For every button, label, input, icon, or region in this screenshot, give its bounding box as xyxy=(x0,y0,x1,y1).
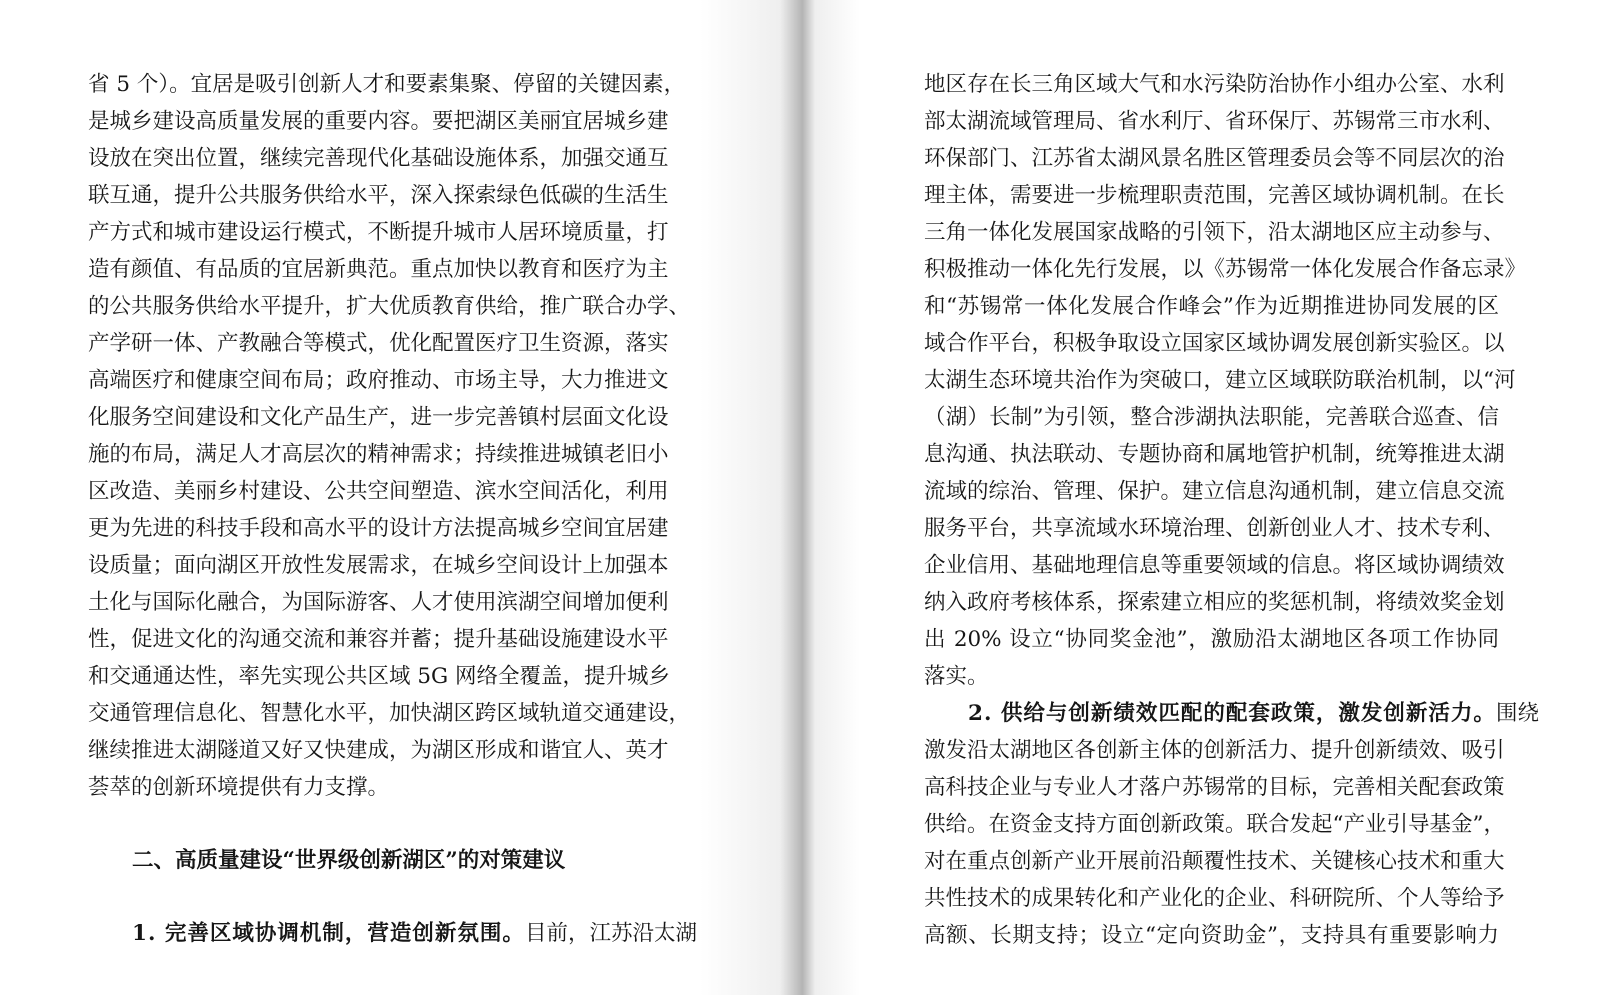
text-line: 共性技术的成果转化和产业化的企业、科研院所、个人等给予 xyxy=(924,886,1505,911)
text-line: 地区存在长三角区域大气和水污染防治协作小组办公室、水利 xyxy=(924,72,1505,97)
text-line: 对在重点创新产业开展前沿颠覆性技术、关键核心技术和重大 xyxy=(924,849,1505,874)
text-line: 部太湖流域管理局、省水利厅、省环保厅、苏锡常三市水利、 xyxy=(924,109,1505,134)
text-line: 服务平台，共享流域水环境治理、创新创业人才、技术专利、 xyxy=(924,516,1505,541)
numbered-item-2 xyxy=(924,695,1539,732)
section-heading: 二、高质量建设“世界级创新湖区”的对策建议 xyxy=(132,848,566,873)
text-line: 联互通，提升公共服务供给水平，深入探索绿色低碳的生活生 xyxy=(88,183,669,208)
text-line: 产学研一体、产教融合等模式，优化配置医疗卫生资源，落实 xyxy=(88,331,669,356)
item-1-title: 1. 完善区域协调机制，营造创新氛围。 xyxy=(132,921,525,946)
text-line: 土化与国际化融合，为国际游客、人才使用滨湖空间增加便利 xyxy=(88,590,669,615)
text-line: 纳入政府考核体系，探索建立相应的奖惩机制，将绩效奖金划 xyxy=(924,590,1505,615)
text-line: 设质量；面向湖区开放性发展需求，在城乡空间设计上加强本 xyxy=(88,553,669,578)
text-line: 企业信用、基础地理信息等重要领域的信息。将区域协调绩效 xyxy=(924,553,1505,578)
text-line: 的公共服务供给水平提升，扩大优质教育供给，推广联合办学、 xyxy=(88,294,691,319)
text-line: 太湖生态环境共治作为突破口，建立区域联防联治机制，以“河 xyxy=(924,368,1516,393)
text-line: 理主体，需要进一步梳理职责范围，完善区域协调机制。在长 xyxy=(924,183,1505,208)
text-line: （湖）长制”为引领，整合涉湖执法职能，完善联合巡查、信 xyxy=(924,405,1499,430)
item-1-text: 目前，江苏沿太湖 xyxy=(524,921,697,946)
right-page xyxy=(790,0,1600,995)
text-line: 高额、长期支持；设立“定向资助金”，支持具有重要影响力 xyxy=(924,923,1499,948)
text-line: 是城乡建设高质量发展的重要内容。要把湖区美丽宜居城乡建 xyxy=(88,109,669,134)
text-line: 出 20% 设立“协同奖金池”，激励沿太湖地区各项工作协同 xyxy=(924,627,1499,652)
left-page-text xyxy=(88,66,697,952)
left-page xyxy=(0,0,760,995)
text-line: 更为先进的科技手段和高水平的设计方法提高城乡空间宜居建 xyxy=(88,516,669,541)
text-line: 荟萃的创新环境提供有力支撑。 xyxy=(88,775,390,800)
text-line: 省 5 个）。宜居是吸引创新人才和要素集聚、停留的关键因素， xyxy=(88,72,686,97)
item-2-title: 2. 供给与创新绩效匹配的配套政策，激发创新活力。 xyxy=(968,701,1496,726)
text-line: 设放在突出位置，继续完善现代化基础设施体系，加强交通互 xyxy=(88,146,669,171)
right-page-text xyxy=(924,66,1539,954)
text-line: 环保部门、江苏省太湖风景名胜区管理委员会等不同层次的治 xyxy=(924,146,1505,171)
text-line: 性，促进文化的沟通交流和兼容并蓄；提升基础设施建设水平 xyxy=(88,627,669,652)
text-line: 高科技企业与专业人才落户苏锡常的目标，完善相关配套政策 xyxy=(924,775,1505,800)
text-line: 区改造、美丽乡村建设、公共空间塑造、滨水空间活化，利用 xyxy=(88,479,669,504)
text-line: 流域的综治、管理、保护。建立信息沟通机制，建立信息交流 xyxy=(924,479,1505,504)
numbered-item-1 xyxy=(88,915,697,952)
text-line: 和“苏锡常一体化发展合作峰会”作为近期推进协同发展的区 xyxy=(924,294,1499,319)
text-line: 积极推动一体化先行发展，以《苏锡常一体化发展合作备忘录》 xyxy=(924,257,1527,282)
text-line: 继续推进太湖隧道又好又快建成，为湖区形成和谐宜人、英才 xyxy=(88,738,669,763)
item-2-text: 围绕 xyxy=(1495,701,1539,726)
text-line: 息沟通、执法联动、专题协商和属地管护机制，统筹推进太湖 xyxy=(924,442,1505,467)
text-line: 域合作平台，积极争取设立国家区域协调发展创新实验区。以 xyxy=(924,331,1505,356)
text-line: 落实。 xyxy=(924,664,989,689)
text-line: 三角一体化发展国家战略的引领下，沿太湖地区应主动参与、 xyxy=(924,220,1505,245)
text-line: 造有颜值、有品质的宜居新典范。重点加快以教育和医疗为主 xyxy=(88,257,669,282)
text-line: 激发沿太湖地区各创新主体的创新活力、提升创新绩效、吸引 xyxy=(924,738,1505,763)
text-line: 供给。在资金支持方面创新政策。联合发起“产业引导基金”， xyxy=(924,812,1505,837)
text-line: 化服务空间建设和文化产品生产，进一步完善镇村层面文化设 xyxy=(88,405,669,430)
text-line: 施的布局，满足人才高层次的精神需求；持续推进城镇老旧小 xyxy=(88,442,669,467)
text-line: 产方式和城市建设运行模式，不断提升城市人居环境质量，打 xyxy=(88,220,669,245)
text-line: 和交通通达性，率先实现公共区域 5G 网络全覆盖，提升城乡 xyxy=(88,664,671,689)
text-line: 高端医疗和健康空间布局；政府推动、市场主导，大力推进文 xyxy=(88,368,669,393)
text-line: 交通管理信息化、智慧化水平，加快湖区跨区域轨道交通建设， xyxy=(88,701,691,726)
